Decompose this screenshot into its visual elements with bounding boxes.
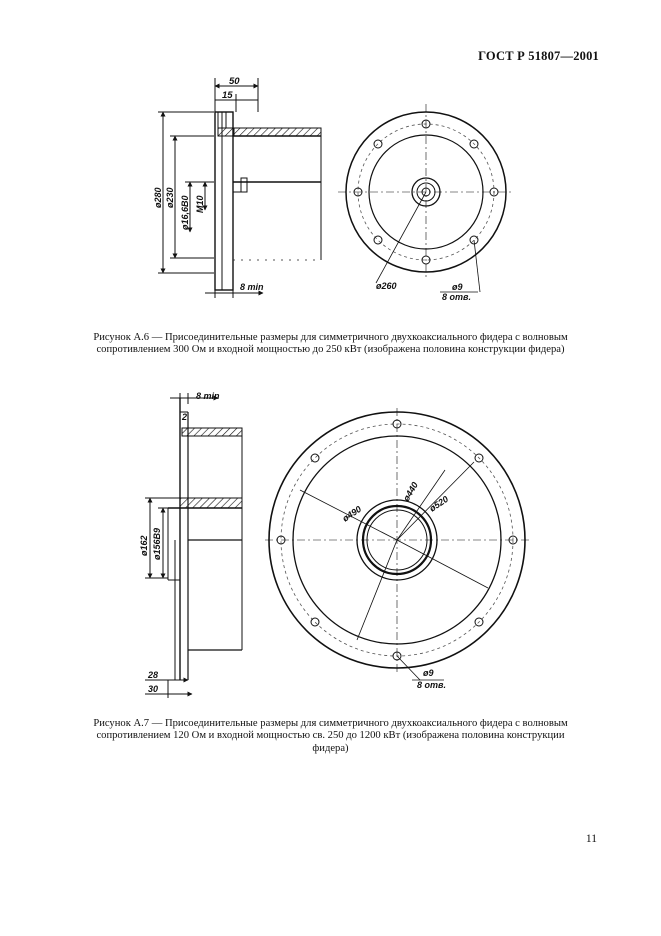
a7-dim-d440: ø440 xyxy=(401,480,420,503)
a6-dim-m10: М10 xyxy=(195,195,205,213)
a6-dim-8min: 8 min xyxy=(240,282,264,292)
a6-dim-d260: ø260 xyxy=(376,281,397,291)
a7-dim-30: 30 xyxy=(148,684,159,694)
figure-a7-drawing xyxy=(0,380,661,710)
a7-dim-8min: 8 min xyxy=(196,391,220,401)
document-header: ГОСТ Р 51807—2001 xyxy=(478,49,599,63)
a7-dim-d162: ø162 xyxy=(139,535,149,556)
a7-dim-holes8: 8 отв. xyxy=(417,680,446,690)
a6-dim-15: 15 xyxy=(222,90,233,101)
a6-dim-d230: ø230 xyxy=(165,187,175,208)
page-number: 11 xyxy=(585,833,597,845)
figure-a7-caption: Рисунок А.7 — Присоединительные размеры для симметричного двухкоаксиального фидера с волновым сопротивлением 120 Ом и входной мощностью св. 250 до 1200 кВт (изображена половина конструкции фидера) xyxy=(93,718,568,754)
a6-dim-holes8: 8 отв. xyxy=(442,292,471,302)
a7-front-view xyxy=(265,408,529,680)
a7-dim-d520: ø520 xyxy=(427,493,451,514)
a7-dim-d490: ø490 xyxy=(340,503,364,524)
a6-front-view xyxy=(338,104,514,292)
a7-dim-d156: ø156В9 xyxy=(152,527,162,560)
a6-dim-50: 50 xyxy=(229,76,240,87)
figure-a6-drawing xyxy=(0,0,661,330)
figure-a6-caption: Рисунок А.6 — Присоединительные размеры для симметричного двухкоаксиального фидера с волновым сопротивлением 300 Ом и входной мощностью до 250 кВт (изображена половина конструкции фидера) xyxy=(93,332,568,356)
a7-dim-hole9: ø9 xyxy=(423,668,434,678)
a6-dim-hole9: ø9 xyxy=(452,282,463,292)
a7-dim-28: 28 xyxy=(148,670,159,680)
a7-dim-2: 2 xyxy=(182,412,188,422)
a6-dim-d280: ø280 xyxy=(153,187,163,208)
a6-side-view xyxy=(158,78,321,298)
a6-dim-d16: ø16,6В0 xyxy=(180,195,190,230)
